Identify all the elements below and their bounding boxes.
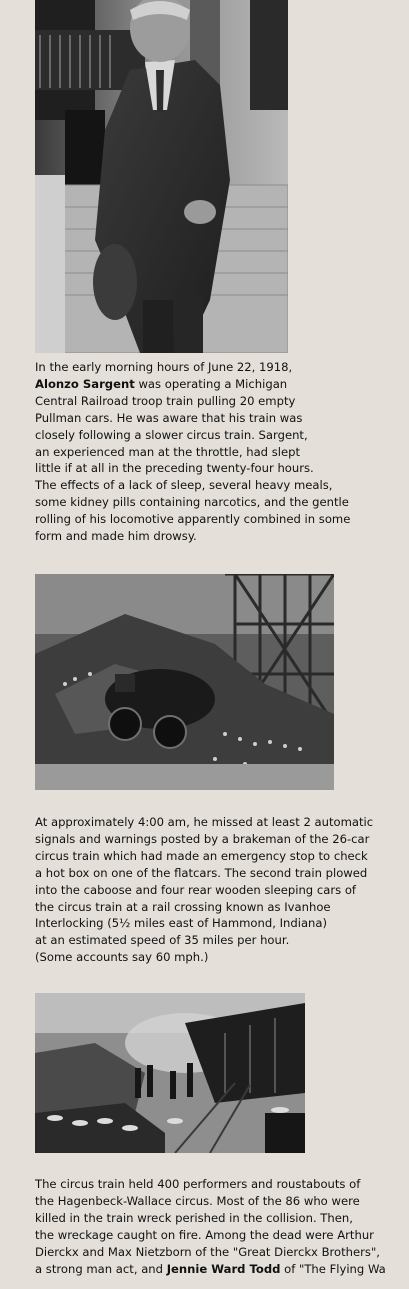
text-line: some kidney pills containing narcotics, and the gentle <box>35 495 349 510</box>
text-line: At approximately 4:00 am, he missed at least 2 automatic <box>35 815 374 829</box>
text-line: Pullman cars. He was aware that his train was <box>35 410 303 425</box>
text-line: the Hagenbeck-Wallace circus. Most of the 86 who were <box>35 1193 360 1208</box>
text-line: signals and warnings posted by a brakeman of the 26-car <box>35 831 370 846</box>
text-line: form and made him drowsy. <box>35 529 197 544</box>
text-line: the wreckage caught on fire. Among the dead were Arthur <box>35 1227 374 1242</box>
text-line: little if at all in the preceding twenty-four hours. <box>35 461 314 476</box>
text-line: into the caboose and four rear wooden sleeping cars of <box>35 882 357 897</box>
text-line: killed in the train wreck perished in the collision. Then, <box>35 1210 353 1225</box>
portrait-photo <box>35 0 288 353</box>
text-line: rolling of his locomotive apparently combined in some <box>35 512 351 527</box>
text-fragment: of "The Flying Wa <box>280 1261 386 1276</box>
text-line: at an estimated speed of 35 miles per hour. <box>35 933 290 948</box>
text-line: Interlocking (5½ miles east of Hammond, Indiana) <box>35 916 328 931</box>
text-line: a hot box on one of the flatcars. The second train plowed <box>35 865 368 880</box>
text-line: the circus train at a rail crossing known as Ivanhoe <box>35 899 331 914</box>
text-line: an experienced man at the throttle, had slept <box>35 444 301 459</box>
text-line <box>35 376 350 393</box>
text-line: The effects of a lack of sleep, several heavy meals, <box>35 478 333 493</box>
text-line: circus train which had made an emergency stop to check <box>35 848 368 863</box>
text-line: In the early morning hours of June 22, 1918, <box>35 360 293 374</box>
text-fragment: was operating a Michigan <box>134 376 288 391</box>
person-name-jennie-ward-todd: Jennie Ward Todd <box>166 1261 281 1276</box>
text-fragment: a strong man act, and <box>35 1261 167 1276</box>
wreck-photo-trestle <box>35 574 334 790</box>
text-line <box>35 1261 386 1278</box>
text-line: Central Railroad troop train pulling 20 empty <box>35 393 296 408</box>
text-line: closely following a slower circus train. Sargent, <box>35 427 308 442</box>
person-name-alonzo-sargent: Alonzo Sargent <box>35 376 135 391</box>
paragraph-collision <box>35 814 373 966</box>
paragraph-victims <box>35 1176 386 1277</box>
text-line: The circus train held 400 performers and roustabouts of <box>35 1177 361 1191</box>
paragraph-intro <box>35 359 350 545</box>
wreck-photo-crowd <box>35 993 305 1153</box>
text-line: Dierckx and Max Nietzborn of the "Great Dierckx Brothers", <box>35 1244 380 1259</box>
text-line: (Some accounts say 60 mph.) <box>35 950 209 965</box>
